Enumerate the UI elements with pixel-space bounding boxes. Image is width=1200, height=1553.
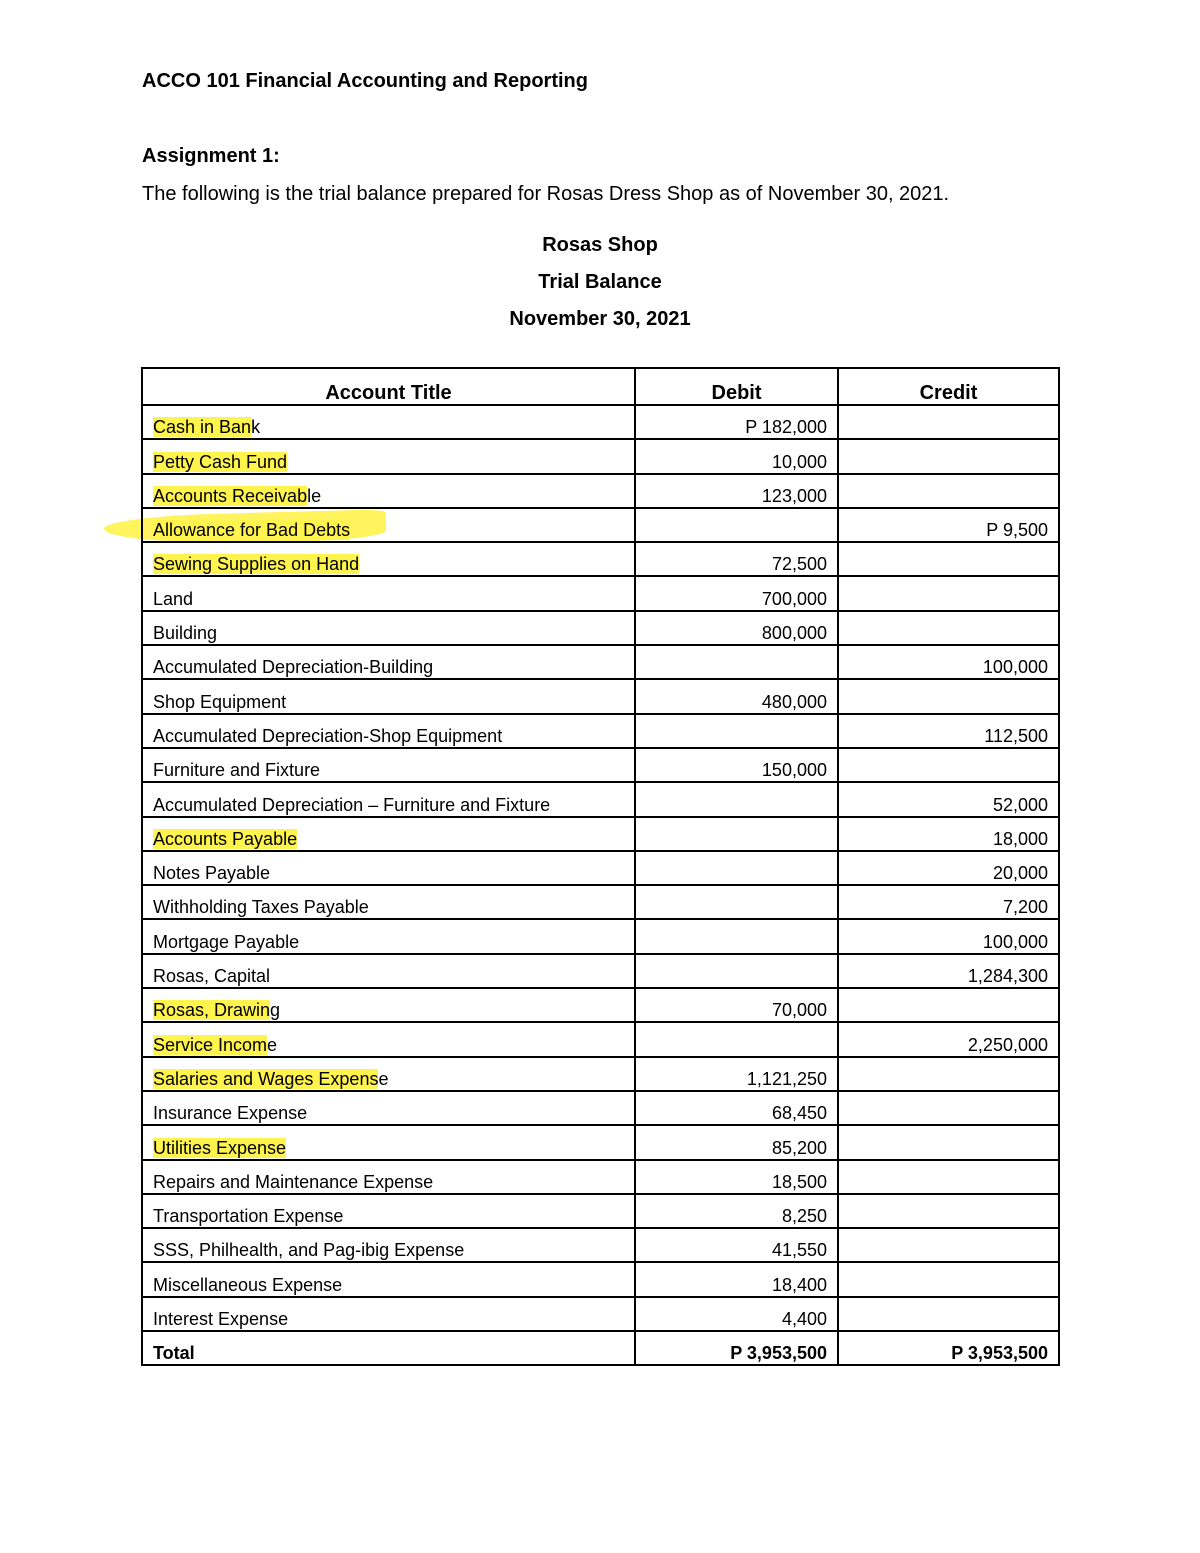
debit-cell: 85,200 — [635, 1125, 838, 1159]
account-title — [142, 1022, 635, 1056]
total-credit: P 3,953,500 — [838, 1331, 1059, 1365]
credit-cell — [838, 1091, 1059, 1125]
column-header-credit: Credit — [838, 368, 1059, 405]
account-title-text: Repairs and Maintenance Expense — [153, 1171, 434, 1192]
report-date: November 30, 2021 — [509, 308, 691, 330]
account-title-text: Notes Payable — [153, 863, 271, 884]
highlighted-text: Accounts Receivab — [153, 485, 308, 506]
account-title-text: e — [378, 1068, 389, 1089]
account-title-text: Building — [153, 623, 218, 644]
highlighted-text: Allowance for Bad Debts — [153, 520, 351, 541]
account-title — [142, 748, 635, 782]
account-title-text: e — [267, 1034, 278, 1055]
credit-cell — [838, 1125, 1059, 1159]
total-row — [142, 1331, 1059, 1365]
credit-cell: P 9,500 — [838, 508, 1059, 542]
table-row — [142, 782, 1059, 816]
table-row — [142, 508, 1059, 542]
table-row — [142, 474, 1059, 508]
highlighted-text: Utilities Expense — [153, 1137, 287, 1158]
table-row — [142, 405, 1059, 439]
credit-cell — [838, 1057, 1059, 1091]
highlighted-text: Salaries and Wages Expens — [153, 1068, 379, 1089]
credit-cell — [838, 474, 1059, 508]
highlighted-text: Petty Cash Fund — [153, 451, 288, 472]
credit-cell — [838, 405, 1059, 439]
account-title — [142, 1297, 635, 1331]
account-title-text: le — [307, 485, 322, 506]
highlighted-text: Rosas, Drawin — [153, 1000, 271, 1021]
debit-cell: 70,000 — [635, 988, 838, 1022]
account-title — [142, 474, 635, 508]
table-row — [142, 1160, 1059, 1194]
account-title — [142, 988, 635, 1022]
debit-cell: 18,400 — [635, 1262, 838, 1296]
highlighted-text: Cash in Ban — [153, 417, 252, 438]
table-row — [142, 714, 1059, 748]
account-title-text: SSS, Philhealth, and Pag-ibig Expense — [153, 1240, 465, 1261]
highlighted-text: Service Incom — [153, 1034, 268, 1055]
account-title — [142, 1194, 635, 1228]
account-title-text: Mortgage Payable — [153, 931, 300, 952]
highlighted-text: Accounts Payable — [153, 828, 298, 849]
table-row — [142, 1262, 1059, 1296]
debit-cell: 72,500 — [635, 542, 838, 576]
account-title — [142, 542, 635, 576]
credit-cell — [838, 542, 1059, 576]
account-title-text: Withholding Taxes Payable — [153, 897, 369, 918]
credit-cell — [838, 1160, 1059, 1194]
account-title — [142, 919, 635, 953]
table-row — [142, 542, 1059, 576]
credit-cell: 2,250,000 — [838, 1022, 1059, 1056]
table-row — [142, 954, 1059, 988]
credit-cell — [838, 576, 1059, 610]
table-row — [142, 439, 1059, 473]
total-debit: P 3,953,500 — [635, 1331, 838, 1365]
credit-cell — [838, 679, 1059, 713]
debit-cell: 8,250 — [635, 1194, 838, 1228]
credit-cell — [838, 1194, 1059, 1228]
credit-cell — [838, 1228, 1059, 1262]
column-header-account-title: Account Title — [142, 368, 635, 405]
account-title-text: Miscellaneous Expense — [153, 1274, 343, 1295]
table-row — [142, 817, 1059, 851]
account-title — [142, 851, 635, 885]
account-title-text: Rosas, Capital — [153, 966, 271, 987]
table-row — [142, 1057, 1059, 1091]
account-title — [142, 576, 635, 610]
debit-cell: 18,500 — [635, 1160, 838, 1194]
course-title: ACCO 101 Financial Accounting and Reporting — [142, 70, 588, 92]
account-title — [142, 1262, 635, 1296]
table-row — [142, 919, 1059, 953]
table-row — [142, 988, 1059, 1022]
credit-cell: 100,000 — [838, 919, 1059, 953]
account-title-text: Land — [153, 588, 194, 609]
credit-cell: 18,000 — [838, 817, 1059, 851]
table-header-row — [142, 368, 1059, 405]
debit-cell — [635, 645, 838, 679]
account-title — [142, 508, 635, 542]
account-title — [142, 954, 635, 988]
account-title — [142, 714, 635, 748]
account-title — [142, 1091, 635, 1125]
credit-cell — [838, 1262, 1059, 1296]
table-row — [142, 1125, 1059, 1159]
table-row — [142, 679, 1059, 713]
account-title — [142, 679, 635, 713]
credit-cell: 52,000 — [838, 782, 1059, 816]
debit-cell — [635, 714, 838, 748]
debit-cell: 700,000 — [635, 576, 838, 610]
table-row — [142, 1022, 1059, 1056]
table-row — [142, 885, 1059, 919]
account-title-text: Furniture and Fixture — [153, 760, 321, 781]
account-title — [142, 1057, 635, 1091]
credit-cell — [838, 1297, 1059, 1331]
company-name: Rosas Shop — [542, 234, 658, 256]
account-title — [142, 782, 635, 816]
table-row — [142, 748, 1059, 782]
debit-cell: 800,000 — [635, 611, 838, 645]
total-label: Total — [142, 1331, 635, 1365]
debit-cell — [635, 782, 838, 816]
account-title — [142, 885, 635, 919]
table-row — [142, 851, 1059, 885]
debit-cell: 1,121,250 — [635, 1057, 838, 1091]
debit-cell: 150,000 — [635, 748, 838, 782]
table-row — [142, 576, 1059, 610]
debit-cell — [635, 919, 838, 953]
column-header-debit: Debit — [635, 368, 838, 405]
debit-cell: P 182,000 — [635, 405, 838, 439]
credit-cell — [838, 988, 1059, 1022]
account-title-text: k — [251, 417, 261, 438]
debit-cell: 4,400 — [635, 1297, 838, 1331]
trial-balance-table — [141, 367, 1060, 1366]
debit-cell — [635, 817, 838, 851]
account-title-text: Shop Equipment — [153, 691, 287, 712]
credit-cell: 7,200 — [838, 885, 1059, 919]
account-title — [142, 645, 635, 679]
credit-cell — [838, 748, 1059, 782]
account-title-text: Insurance Expense — [153, 1103, 308, 1124]
account-title — [142, 439, 635, 473]
debit-cell — [635, 954, 838, 988]
debit-cell — [635, 885, 838, 919]
credit-cell — [838, 611, 1059, 645]
credit-cell: 112,500 — [838, 714, 1059, 748]
account-title-text: Accumulated Depreciation-Building — [153, 657, 434, 678]
account-title — [142, 405, 635, 439]
credit-cell: 100,000 — [838, 645, 1059, 679]
table-row — [142, 1297, 1059, 1331]
intro-text: The following is the trial balance prepared for Rosas Dress Shop as of November 30, 2021. — [142, 183, 950, 205]
debit-cell — [635, 1022, 838, 1056]
table-row — [142, 645, 1059, 679]
credit-cell: 1,284,300 — [838, 954, 1059, 988]
account-title — [142, 611, 635, 645]
table-row — [142, 611, 1059, 645]
credit-cell: 20,000 — [838, 851, 1059, 885]
account-title-text: Interest Expense — [153, 1309, 289, 1330]
account-title-text: Accumulated Depreciation-Shop Equipment — [153, 725, 503, 746]
account-title — [142, 1125, 635, 1159]
debit-cell: 480,000 — [635, 679, 838, 713]
table-row — [142, 1091, 1059, 1125]
debit-cell — [635, 508, 838, 542]
account-title — [142, 1228, 635, 1262]
debit-cell: 68,450 — [635, 1091, 838, 1125]
debit-cell: 10,000 — [635, 439, 838, 473]
debit-cell — [635, 851, 838, 885]
account-title — [142, 1160, 635, 1194]
account-title-text: Transportation Expense — [153, 1206, 344, 1227]
report-title: Trial Balance — [538, 271, 662, 293]
table-row — [142, 1194, 1059, 1228]
table-row — [142, 1228, 1059, 1262]
account-title — [142, 817, 635, 851]
assignment-label: Assignment 1: — [142, 145, 280, 167]
highlighted-text: Sewing Supplies on Hand — [153, 554, 360, 575]
account-title-text: Accumulated Depreciation – Furniture and Fixture — [153, 794, 551, 815]
credit-cell — [838, 439, 1059, 473]
debit-cell: 41,550 — [635, 1228, 838, 1262]
account-title-text: g — [270, 1000, 281, 1021]
debit-cell: 123,000 — [635, 474, 838, 508]
